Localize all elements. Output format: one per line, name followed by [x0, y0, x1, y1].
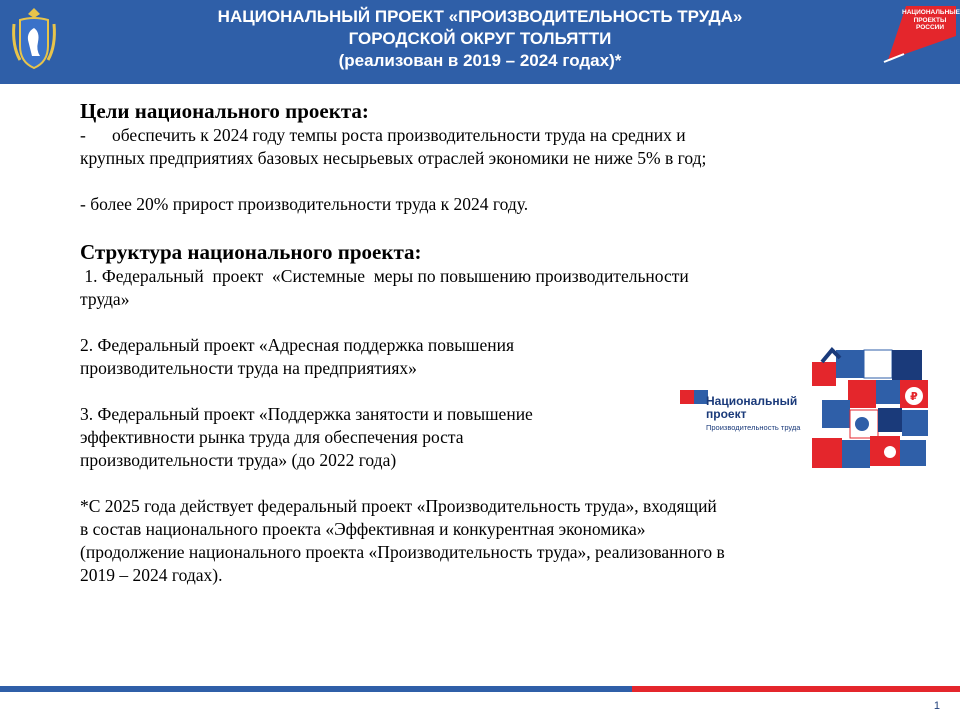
- header-title-line-1: НАЦИОНАЛЬНЫЙ ПРОЕКТ «ПРОИЗВОДИТЕЛЬНОСТЬ ТРУДА»: [217, 7, 743, 26]
- header-title: [120, 6, 840, 72]
- goal-item-1-bullet: -: [80, 125, 86, 145]
- structure-item-3-line-3: производительности труда» (до 2022 года): [80, 450, 397, 470]
- structure-item-2-line-2: производительности труда на предприятиях»: [80, 358, 417, 378]
- badge-title: Национальный проект: [706, 394, 798, 421]
- header-title-line-3: (реализован в 2019 – 2024 годах)*: [338, 51, 622, 70]
- footer-red-stripe: [632, 686, 960, 692]
- structure-item-3-line-2: эффективности рынка труда для обеспечения роста: [80, 427, 464, 447]
- note-line-3: (продолжение национального проекта «Производительность труда», реализованного в: [80, 542, 725, 562]
- goal-item-1-line-1: обеспечить к 2024 году темпы роста производительности труда на средних и: [112, 125, 686, 145]
- note-line-4: 2019 – 2024 годах).: [80, 565, 223, 585]
- samara-coat-of-arms-icon: [10, 6, 58, 72]
- badge-subtitle: Производительность труда: [706, 423, 801, 432]
- header-title-line-2: ГОРОДСКОЙ ОКРУГ ТОЛЬЯТТИ: [348, 29, 612, 48]
- goal-item-1-line-2: крупных предприятиях базовых несырьевых отраслей экономики не ниже 5% в год;: [80, 148, 707, 168]
- goal-item-2: - более 20% прирост производительности труда к 2024 году.: [80, 194, 529, 214]
- footer-blue-stripe: [0, 686, 632, 692]
- note-line-1: *С 2025 года действует федеральный проект «Производительность труда», входящий: [80, 496, 717, 516]
- header-bar: [0, 0, 960, 84]
- structure-item-2-line-1: 2. Федеральный проект «Адресная поддержка повышения: [80, 335, 515, 355]
- structure-item-1-line-1: 1. Федеральный проект «Системные меры по повышению производительности: [80, 266, 689, 286]
- goals-heading: Цели национального проекта:: [80, 99, 369, 123]
- structure-item-3-line-1: 3. Федеральный проект «Поддержка занятости и повышение: [80, 404, 533, 424]
- structure-item-1-line-2: труда»: [80, 289, 130, 309]
- structure-heading: Структура национального проекта:: [80, 240, 422, 264]
- note-line-2: в состав национального проекта «Эффективная и конкурентная экономика»: [80, 519, 646, 539]
- goal-item-1: [80, 124, 880, 147]
- ruble-sign: ₽: [910, 391, 918, 403]
- page-number: 1: [933, 700, 940, 712]
- national-projects-logo-text: НАЦИОНАЛЬНЫЕ ПРОЕКТЫ РОССИИ: [902, 9, 960, 31]
